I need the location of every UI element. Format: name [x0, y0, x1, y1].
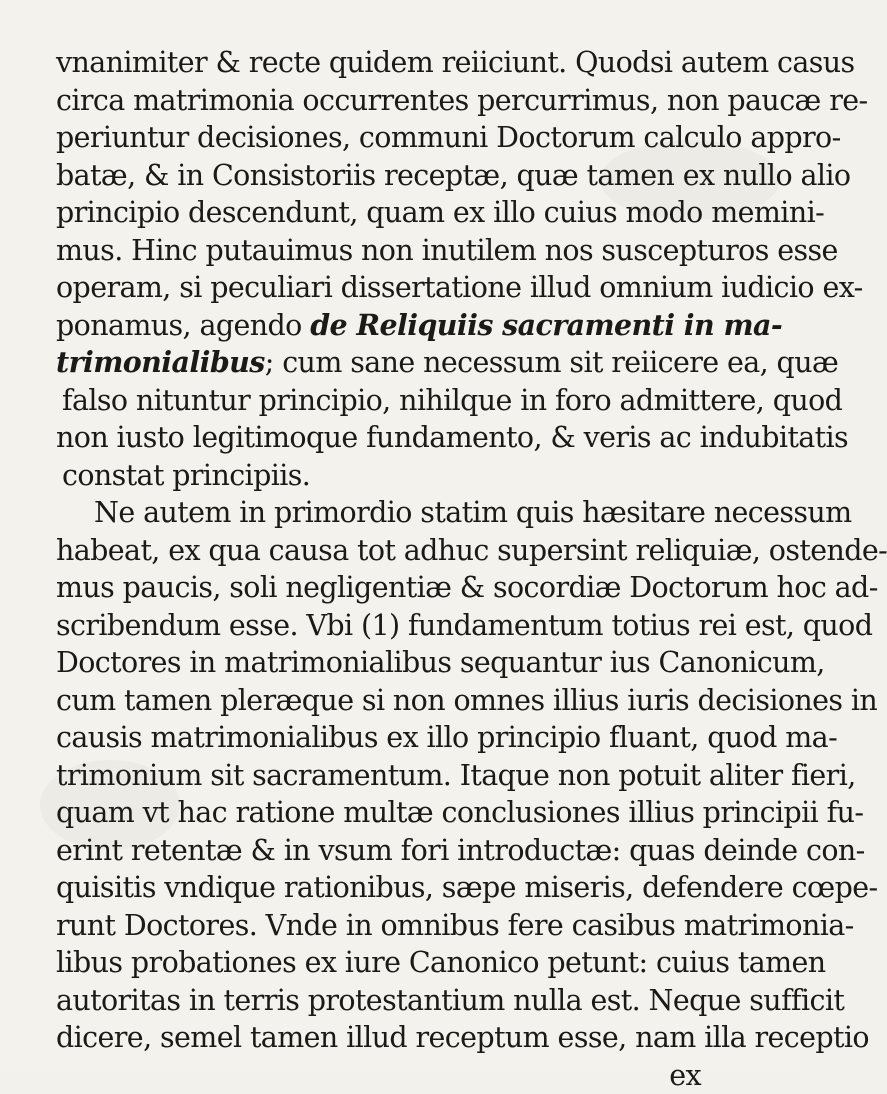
text-line: causis matrimonialibus ex illo principio fluant, quod ma-: [56, 719, 771, 757]
text-line: non iusto legitimoque fundamento, & veris ac indubitatis: [56, 419, 771, 457]
text-line: dicere, semel tamen illud receptum esse, nam illa receptio: [56, 1019, 771, 1057]
text-line: circa matrimonia occurrentes percurrimus, non paucæ re-: [56, 82, 771, 120]
body-text: [56, 44, 771, 1094]
text-line: cum tamen pleræque si non omnes illius iuris decisiones in: [56, 682, 771, 720]
text-line: scribendum esse. Vbi (1) fundamentum totius rei est, quod: [56, 607, 771, 645]
text-line: constat principiis.: [56, 457, 771, 495]
text-line: trimonium sit sacramentum. Itaque non potuit aliter fieri,: [56, 757, 771, 795]
text-line: habeat, ex qua causa tot adhuc supersint reliquiæ, ostende-: [56, 532, 771, 570]
text-line: quisitis vndique rationibus, sæpe miseris, defendere cœpe-: [56, 869, 771, 907]
text-line: principio descendunt, quam ex illo cuius modo memini-: [56, 194, 771, 232]
text-line: autoritas in terris protestantium nulla est. Neque sufficit: [56, 982, 771, 1020]
italic-title: trimonialibus: [56, 345, 265, 379]
text-line: [56, 344, 771, 382]
text-line: libus probationes ex iure Canonico petunt: cuius tamen: [56, 944, 771, 982]
text-line: [56, 307, 771, 345]
catchword: ex: [56, 1057, 771, 1094]
text-line: erint retentæ & in vsum fori introductæ: quas deinde con-: [56, 832, 771, 870]
text-line: vnanimiter & recte quidem reiiciunt. Quodsi autem casus: [56, 44, 771, 82]
text-line: quam vt hac ratione multæ conclusiones illius principii fu-: [56, 794, 771, 832]
paragraph-start: Ne autem in primordio statim quis hæsitare necessum: [56, 494, 771, 532]
text-line: runt Doctores. Vnde in omnibus fere casibus matrimonia-: [56, 907, 771, 945]
text-line: falso nituntur principio, nihilque in foro admittere, quod: [56, 382, 771, 420]
text-line: operam, si peculiari dissertatione illud omnium iudicio ex-: [56, 269, 771, 307]
text-line: mus paucis, soli negligentiæ & socordiæ Doctorum hoc ad-: [56, 569, 771, 607]
text-line: batæ, & in Consistoriis receptæ, quæ tamen ex nullo alio: [56, 157, 771, 195]
text-line: periuntur decisiones, communi Doctorum calculo appro-: [56, 119, 771, 157]
italic-title: de Reliquiis sacramenti in ma-: [310, 308, 782, 342]
text-line: Doctores in matrimonialibus sequantur ius Canonicum,: [56, 644, 771, 682]
text-run: ; cum sane necessum sit reiicere ea, quæ: [265, 346, 838, 379]
text-run: ponamus, agendo: [56, 309, 310, 342]
text-line: mus. Hinc putauimus non inutilem nos suscepturos esse: [56, 232, 771, 270]
